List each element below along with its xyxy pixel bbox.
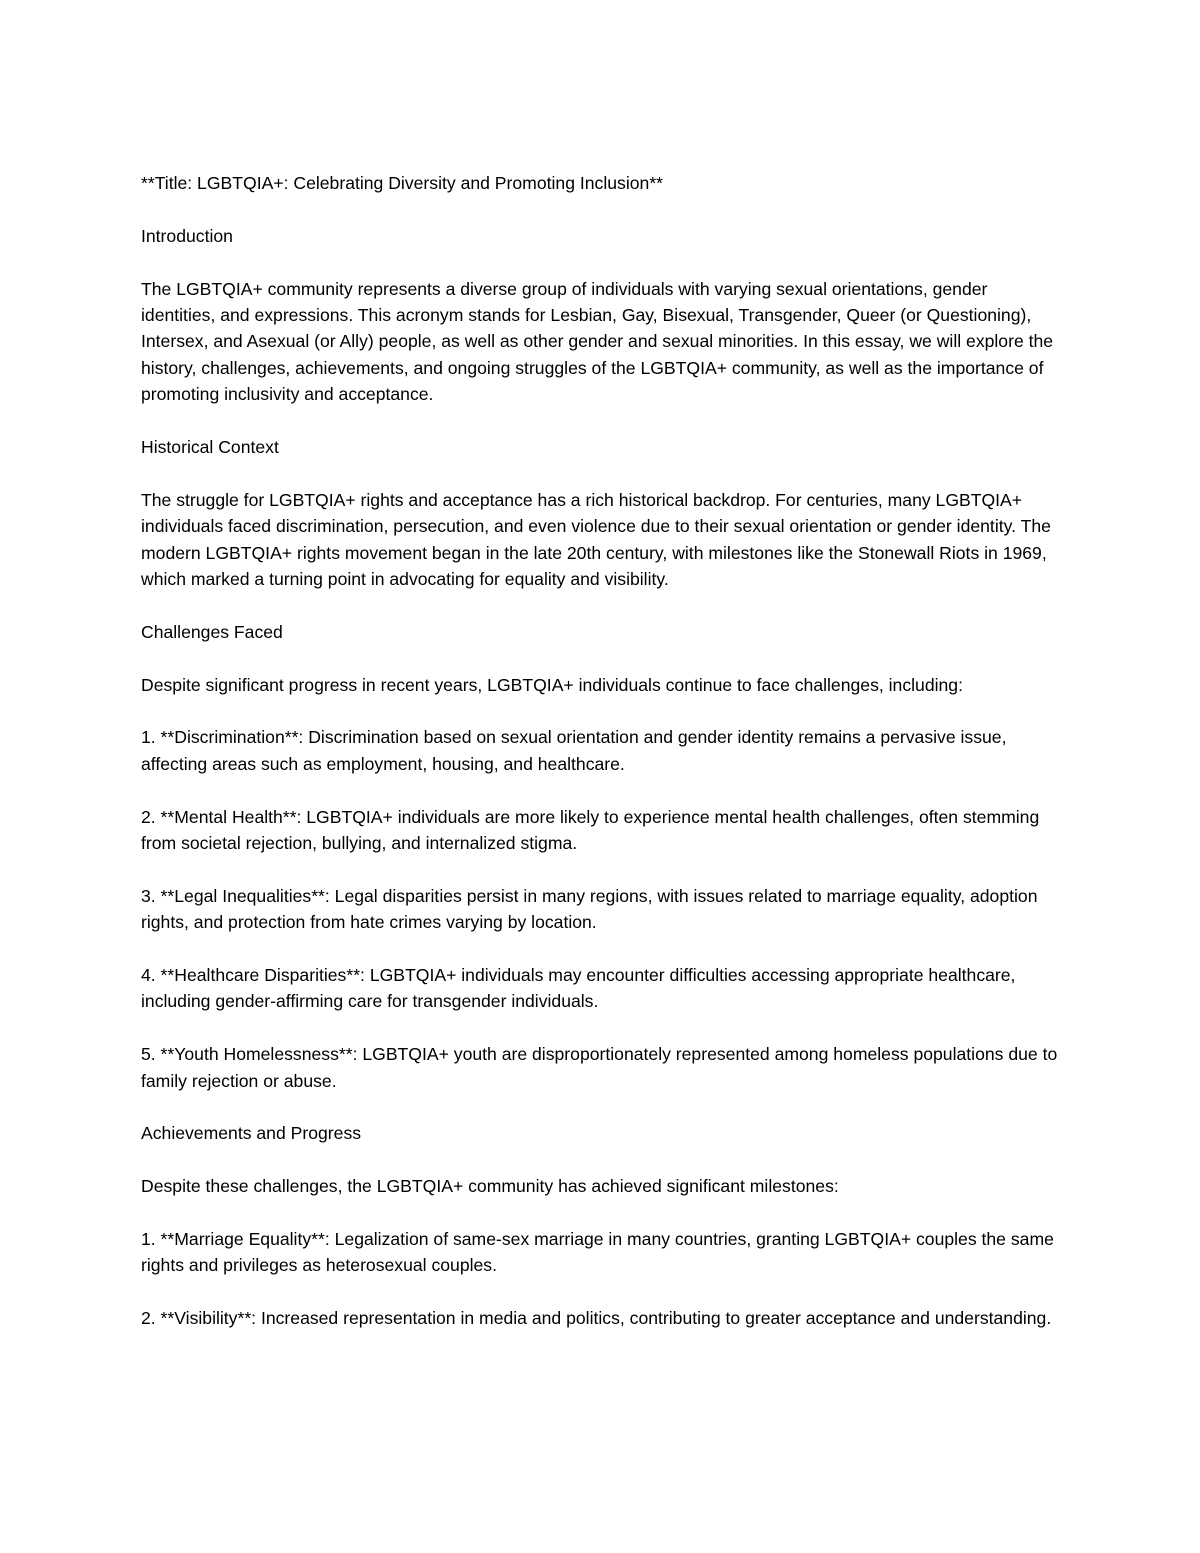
document-title: **Title: LGBTQIA+: Celebrating Diversity and Promoting Inclusion** [141, 173, 664, 193]
section-heading-introduction: Introduction [141, 225, 233, 246]
historical-context-paragraph: The struggle for LGBTQIA+ rights and acceptance has a rich historical backdrop. For centuries, many LGBTQIA+ individuals faced discrimination, persecution, and even violence due to their sexual orientation or gender identity. The modern LGBTQIA+ rights movement began in the late 20th century, with milestones like the Stonewall Riots in 1969, which marked a turning point in advocating for equality and visibility. [141, 489, 1051, 590]
achievements-intro-paragraph: Despite these challenges, the LGBTQIA+ community has achieved significant milestones: [141, 1176, 839, 1197]
challenge-item-discrimination: 1. **Discrimination**: Discrimination based on sexual orientation and gender identity remains a pervasive issue, affecting areas such as employment, housing, and healthcare. [141, 727, 1007, 774]
challenge-item-legal-inequalities: 3. **Legal Inequalities**: Legal disparities persist in many regions, with issues related to marriage equality, adoption rights, and protection from hate crimes varying by location. [141, 885, 1038, 933]
section-heading-achievements: Achievements and Progress [141, 1123, 362, 1144]
achievement-item-visibility: 2. **Visibility**: Increased representation in media and politics, contributing to greater acceptance and understanding. [141, 1308, 1052, 1329]
challenge-item-mental-health: 2. **Mental Health**: LGBTQIA+ individuals are more likely to experience mental health challenges, often stemming from societal rejection, bullying, and internalized stigma. [141, 806, 1040, 854]
section-heading-challenges-faced: Challenges Faced [141, 621, 283, 642]
challenge-item-healthcare-disparities: 4. **Healthcare Disparities**: LGBTQIA+ individuals may encounter difficulties accessing appropriate healthcare, including gender-affirming care for transgender individuals. [141, 965, 1016, 1012]
challenge-item-youth-homelessness: 5. **Youth Homelessness**: LGBTQIA+ youth are disproportionately represented among homeless populations due to family rejection or abuse. [141, 1044, 1058, 1091]
introduction-paragraph: The LGBTQIA+ community represents a diverse group of individuals with varying sexual orientations, gender identities, and expressions. This acronym stands for Lesbian, Gay, Bisexual, Transgender, Queer (or Questioning), Intersex, and Asexual (or Ally) people, as well as other gender and sexual minorities. In this essay, we will explore the history, challenges, achievements, and ongoing struggles of the LGBTQIA+ community, as well as the importance of promoting inclusivity and acceptance. [141, 278, 1054, 405]
section-heading-historical-context: Historical Context [141, 437, 279, 458]
document-body [141, 170, 1066, 1358]
challenges-intro-paragraph: Despite significant progress in recent years, LGBTQIA+ individuals continue to face challenges, including: [141, 674, 963, 695]
achievement-item-marriage-equality: 1. **Marriage Equality**: Legalization of same-sex marriage in many countries, granting LGBTQIA+ couples the same rights and privileges as heterosexual couples. [141, 1229, 1054, 1276]
